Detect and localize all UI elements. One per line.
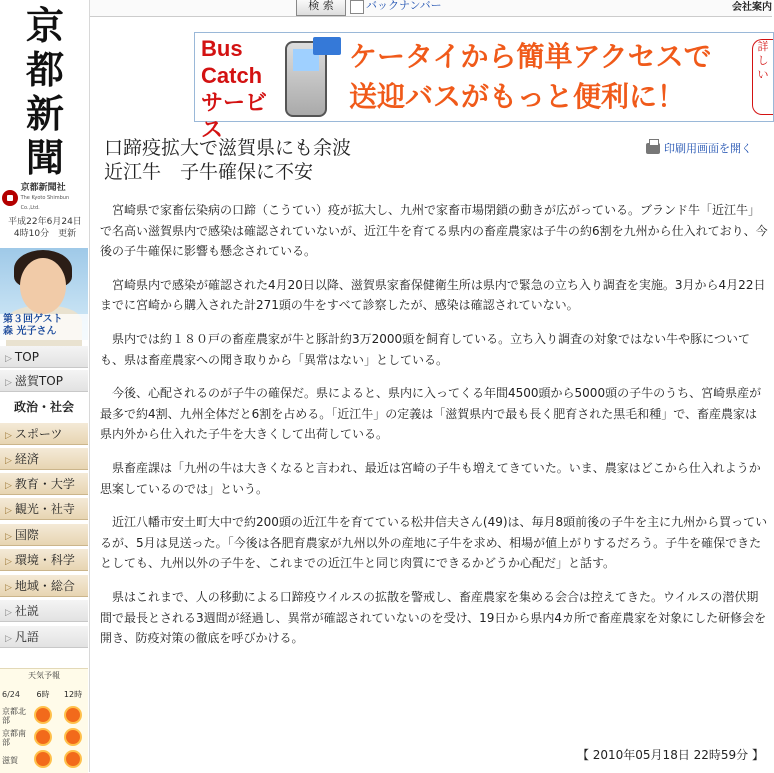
- weather-title: 天気予報: [28, 671, 60, 680]
- sunny-icon: [36, 752, 50, 766]
- nav-environment-science[interactable]: ▷ 環境・科学: [0, 549, 88, 571]
- backnumber-icon: [350, 0, 364, 14]
- logo-char: 聞: [25, 135, 64, 180]
- backnumber-link[interactable]: バックナンバー: [366, 0, 442, 12]
- top-bar: [90, 0, 772, 17]
- nav-bongo[interactable]: ▷ 凡語: [0, 626, 88, 648]
- bus-catch-banner[interactable]: [194, 32, 774, 142]
- article-paragraph: 県内では約１８０戸の畜産農家が牛と豚計約3万2000頭を飼育している。立ち入り調査の対象ではない牛や豚についても、県は畜産農家への聞き取りから「異常はない」としている。: [100, 331, 750, 367]
- weather-area: 京都北部: [2, 707, 26, 725]
- logo-char: 新: [25, 91, 64, 136]
- corp-subname: The Kyoto Shimbun Co.,Ltd.: [20, 195, 70, 211]
- guest-name: 森 光子さん: [3, 326, 57, 337]
- triangle-right-icon: ▷: [5, 583, 12, 593]
- company-info-link[interactable]: 会社案内: [732, 2, 772, 13]
- nav-sports[interactable]: ▷ スポーツ: [0, 423, 88, 445]
- sunny-icon: [66, 752, 80, 766]
- triangle-right-icon: ▷: [5, 532, 12, 542]
- logo-char: 京: [25, 3, 64, 48]
- nav-tourism[interactable]: ▷ 観光・社寺: [0, 498, 88, 520]
- weather-area: 京都南部: [2, 729, 26, 747]
- sunny-icon: [66, 708, 80, 722]
- banner-side-label: 詳しい: [752, 39, 773, 115]
- triangle-right-icon: ▷: [5, 354, 12, 364]
- bus-catch-logo: Bus Catch サービス: [201, 36, 268, 142]
- article-title: 口蹄疫拡大で滋賀県にも余波 近江牛 子牛確保に不安: [104, 137, 352, 183]
- sunny-icon: [36, 708, 50, 722]
- mail-icon: [313, 37, 341, 55]
- search-button[interactable]: 検 索: [296, 0, 346, 16]
- article-paragraph: 今後、心配されるのが子牛の確保だ。県によると、県内に入ってくる年間4500頭から5000頭の子牛のうち、宮崎県産が最多で約4割、九州全体だと6割を占める。「近江牛」の定義は「滋賀県内で最も長く肥育された黒毛和種」で、畜産農家は県内外から仕入れた子牛を大きくして出荷している。: [100, 386, 762, 442]
- publish-date: 【 2010年05月18日 22時59分 】: [576, 748, 764, 762]
- weather-date: 6/24: [2, 689, 20, 699]
- nav-international[interactable]: ▷ 国際: [0, 524, 88, 546]
- article-paragraph: 県はこれまで、人の移動による口蹄疫ウイルスの拡散を警戒し、畜産農家を集める会合は控えてきた。ウイルスの潜伏期間で最長とされる3週間が経過し、異常が確認されていないのを受け、19日から県内4カ所で畜産農家を対象にした研修会を開き、防疫対策の徹底を呼びかける。: [100, 589, 767, 646]
- kyoto-shimbun-logo[interactable]: [6, 4, 84, 180]
- triangle-right-icon: ▷: [5, 431, 12, 441]
- triangle-right-icon: ▷: [5, 634, 12, 644]
- guest-caption: 第３回ゲスト 森 光子さん: [0, 314, 88, 340]
- weather-header-row: [0, 683, 88, 705]
- nav-regional[interactable]: ▷ 地域・総合: [0, 575, 88, 597]
- weather-row: [0, 727, 88, 749]
- left-sidebar: [0, 0, 90, 772]
- sunny-icon: [36, 730, 50, 744]
- weather-row: [0, 749, 88, 771]
- print-link[interactable]: [646, 140, 752, 156]
- article-paragraph: 県畜産課は「九州の牛は大きくなると言われ、最近は宮崎の子牛も増えてきていた。いま、農家はどこから仕入れようか思案しているのでは」という。: [100, 460, 761, 496]
- article-paragraph: 宮崎県内で感染が確認された4月20日以降、滋賀県家畜保健衛生所は県内で緊急の立ち入り調査を実施。3月から4月22日までに宮崎から購入された計271頭の牛をすべて診察したが、感染は確認されていない。: [100, 277, 766, 313]
- weather-time: 6時: [36, 689, 50, 699]
- weather-forecast[interactable]: [0, 668, 88, 773]
- update-time: 平成22年6月24日 4時10分 更新: [8, 217, 82, 239]
- print-label: 印刷用画面を開く: [664, 142, 752, 155]
- logo-char: 都: [25, 47, 64, 92]
- nav-education[interactable]: ▷ 教育・大学: [0, 473, 88, 495]
- triangle-right-icon: ▷: [5, 608, 12, 618]
- corp-logo[interactable]: [2, 183, 88, 211]
- triangle-right-icon: ▷: [5, 456, 12, 466]
- triangle-right-icon: ▷: [5, 481, 12, 491]
- weather-area: 滋賀: [2, 755, 18, 765]
- banner-text: ケータイから簡単アクセスで 送迎バスがもっと便利に！: [349, 40, 712, 113]
- weather-row: [0, 705, 88, 727]
- article-body: [100, 200, 768, 662]
- printer-icon: [646, 143, 660, 154]
- triangle-right-icon: ▷: [5, 557, 12, 567]
- weather-time: 12時: [63, 689, 83, 699]
- nav-economy[interactable]: ▷ 経済: [0, 448, 88, 470]
- corp-mark-icon: [2, 190, 18, 206]
- section-politics-society[interactable]: 政治・社会: [0, 397, 88, 417]
- nav-editorial[interactable]: ▷ 社説: [0, 600, 88, 622]
- nav-shiga-top[interactable]: ▷ 滋賀TOP: [0, 370, 88, 392]
- article-paragraph: 近江八幡市安土町大中で約200頭の近江牛を育てている松井信夫さん(49)は、毎月8頭前後の子牛を主に九州から買っているが、5月は見送った。「今後は各肥育農家が九州以外の産地に子牛を求め、相場が値上がりするだろう。子牛を確保できたとしても、九州以外の子牛を、これまでの近江牛と同じ肉質にできるかどうか心配だ」と話す。: [100, 515, 768, 571]
- nav-top[interactable]: ▷ TOP: [0, 346, 88, 368]
- sunny-icon: [66, 730, 80, 744]
- guest-photo-face: [20, 258, 66, 314]
- corp-name: 京都新聞社 The Kyoto Shimbun Co.,Ltd.: [21, 183, 88, 213]
- guest-banner[interactable]: [0, 248, 88, 340]
- article-paragraph: 宮崎県で家畜伝染病の口蹄（こうてい）疫が拡大し、九州で家畜市場閉鎖の動きが広がっている。ブランド牛「近江牛」で名高い滋賀県内で感染は確認されていないが、近江牛を育てる県内の畜産農家は子牛の約6割を九州から仕入れており、今後の子牛確保に影響も懸念されている。: [100, 203, 768, 259]
- triangle-right-icon: ▷: [5, 378, 12, 388]
- triangle-right-icon: ▷: [5, 506, 12, 516]
